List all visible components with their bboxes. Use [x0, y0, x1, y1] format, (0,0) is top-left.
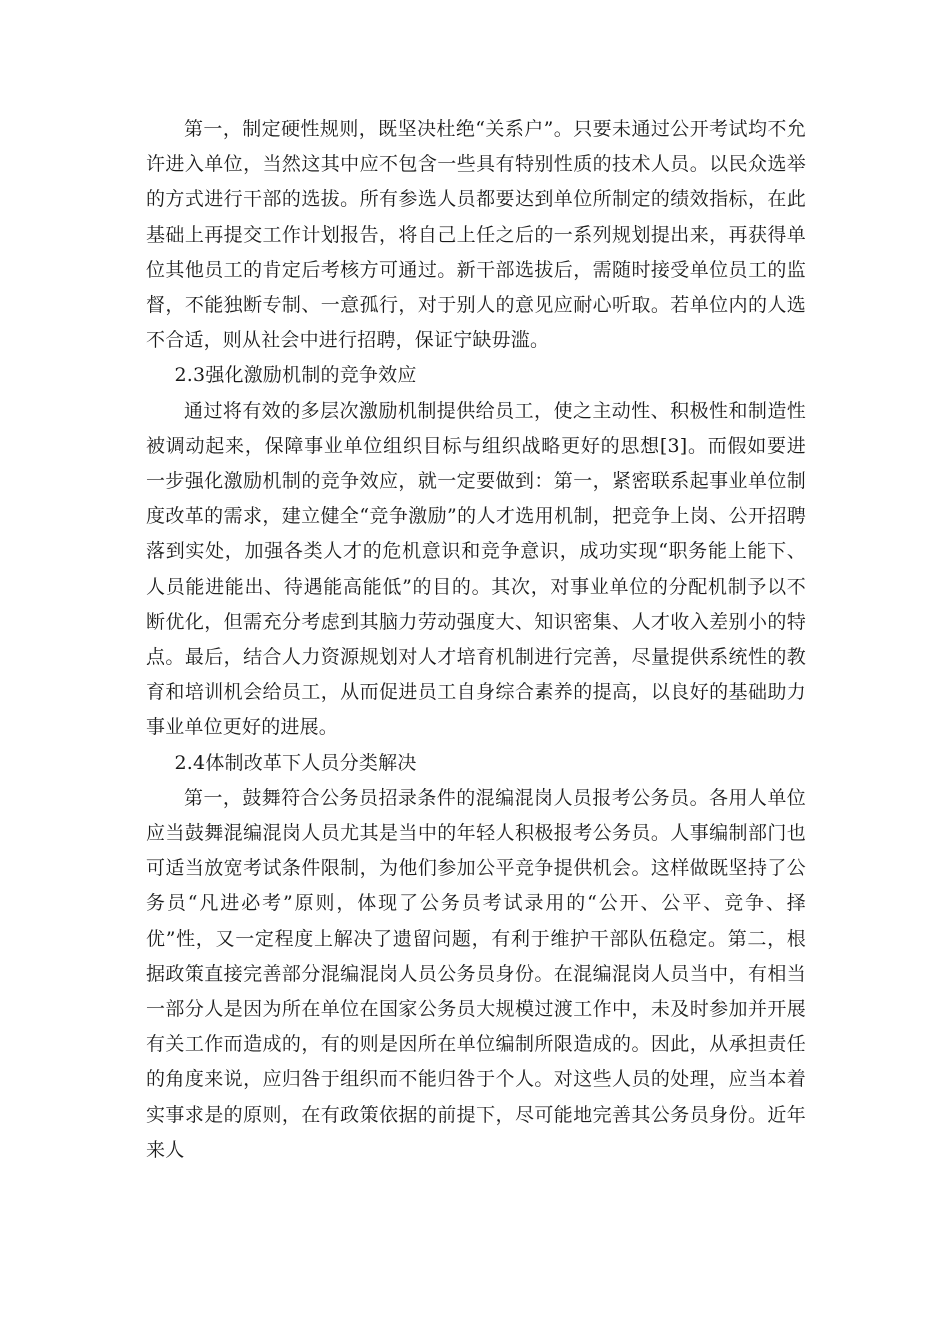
- document-page: [146, 112, 806, 1168]
- section-heading-2-4: 2.4体制改革下人员分类解决: [174, 751, 417, 774]
- section-heading-2-3: 2.3强化激励机制的竞争效应: [174, 364, 417, 387]
- paragraph-selection-rules: 第一，制定硬性规则，既坚决杜绝“关系户”。只要未通过公开考试均不允许进入单位，当然这其中应不包含一些具有特别性质的技术人员。以民众选举的方式进行干部的选拔。所有参选人员都要达到单位所制定的绩效指标，在此基础上再提交工作计划报告，将自己上任之后的一系列规划提出来，再获得单位其他员工的肯定后考核方可通过。新干部选拔后，需随时接受单位员工的监督，不能独断专制、一意孤行，对于别人的意见应耐心听取。若单位内的人选不合适，则从社会中进行招聘，保证宁缺毋滥。: [146, 118, 806, 352]
- paragraph-personnel-classification: 第一，鼓舞符合公务员招录条件的混编混岗人员报考公务员。各用人单位应当鼓舞混编混岗人员尤其是当中的年轻人积极报考公务员。人事编制部门也可适当放宽考试条件限制，为他们参加公平竞争提供机会。这样做既坚持了公务员“凡进必考”原则，体现了公务员考试录用的“公开、公平、竞争、择优”性，又一定程度上解决了遗留问题，有利于维护干部队伍稳定。第二，根据政策直接完善部分混编混岗人员公务员身份。在混编混岗人员当中，有相当一部分人是因为所在单位在国家公务员大规模过渡工作中，未及时参加并开展有关工作而造成的，有的则是因所在单位编制所限造成的。因此，从承担责任的角度来说，应归咎于组织而不能归咎于个人。对这些人员的处理，应当本着实事求是的原则，在有政策依据的前提下，尽可能地完善其公务员身份。近年来人: [146, 786, 806, 1161]
- paragraph-incentive-mechanism: 通过将有效的多层次激励机制提供给员工，使之主动性、积极性和制造性被调动起来，保障事业单位组织目标与组织战略更好的思想[3]。而假如要进一步强化激励机制的竞争效应，就一定要做到：第一，紧密联系起事业单位制度改革的需求，建立健全“竞争激励”的人才选用机制，把竞争上岗、公开招聘落到实处，加强各类人才的危机意识和竞争意识，成功实现“职务能上能下、人员能进能出、待遇能高能低”的目的。其次，对事业单位的分配机制予以不断优化，但需充分考虑到其脑力劳动强度大、知识密集、人才收入差别小的特点。最后，结合人力资源规划对人才培育机制进行完善，尽量提供系统性的教育和培训机会给员工，从而促进员工自身综合素养的提高，以良好的基础助力事业单位更好的进展。: [146, 399, 806, 739]
